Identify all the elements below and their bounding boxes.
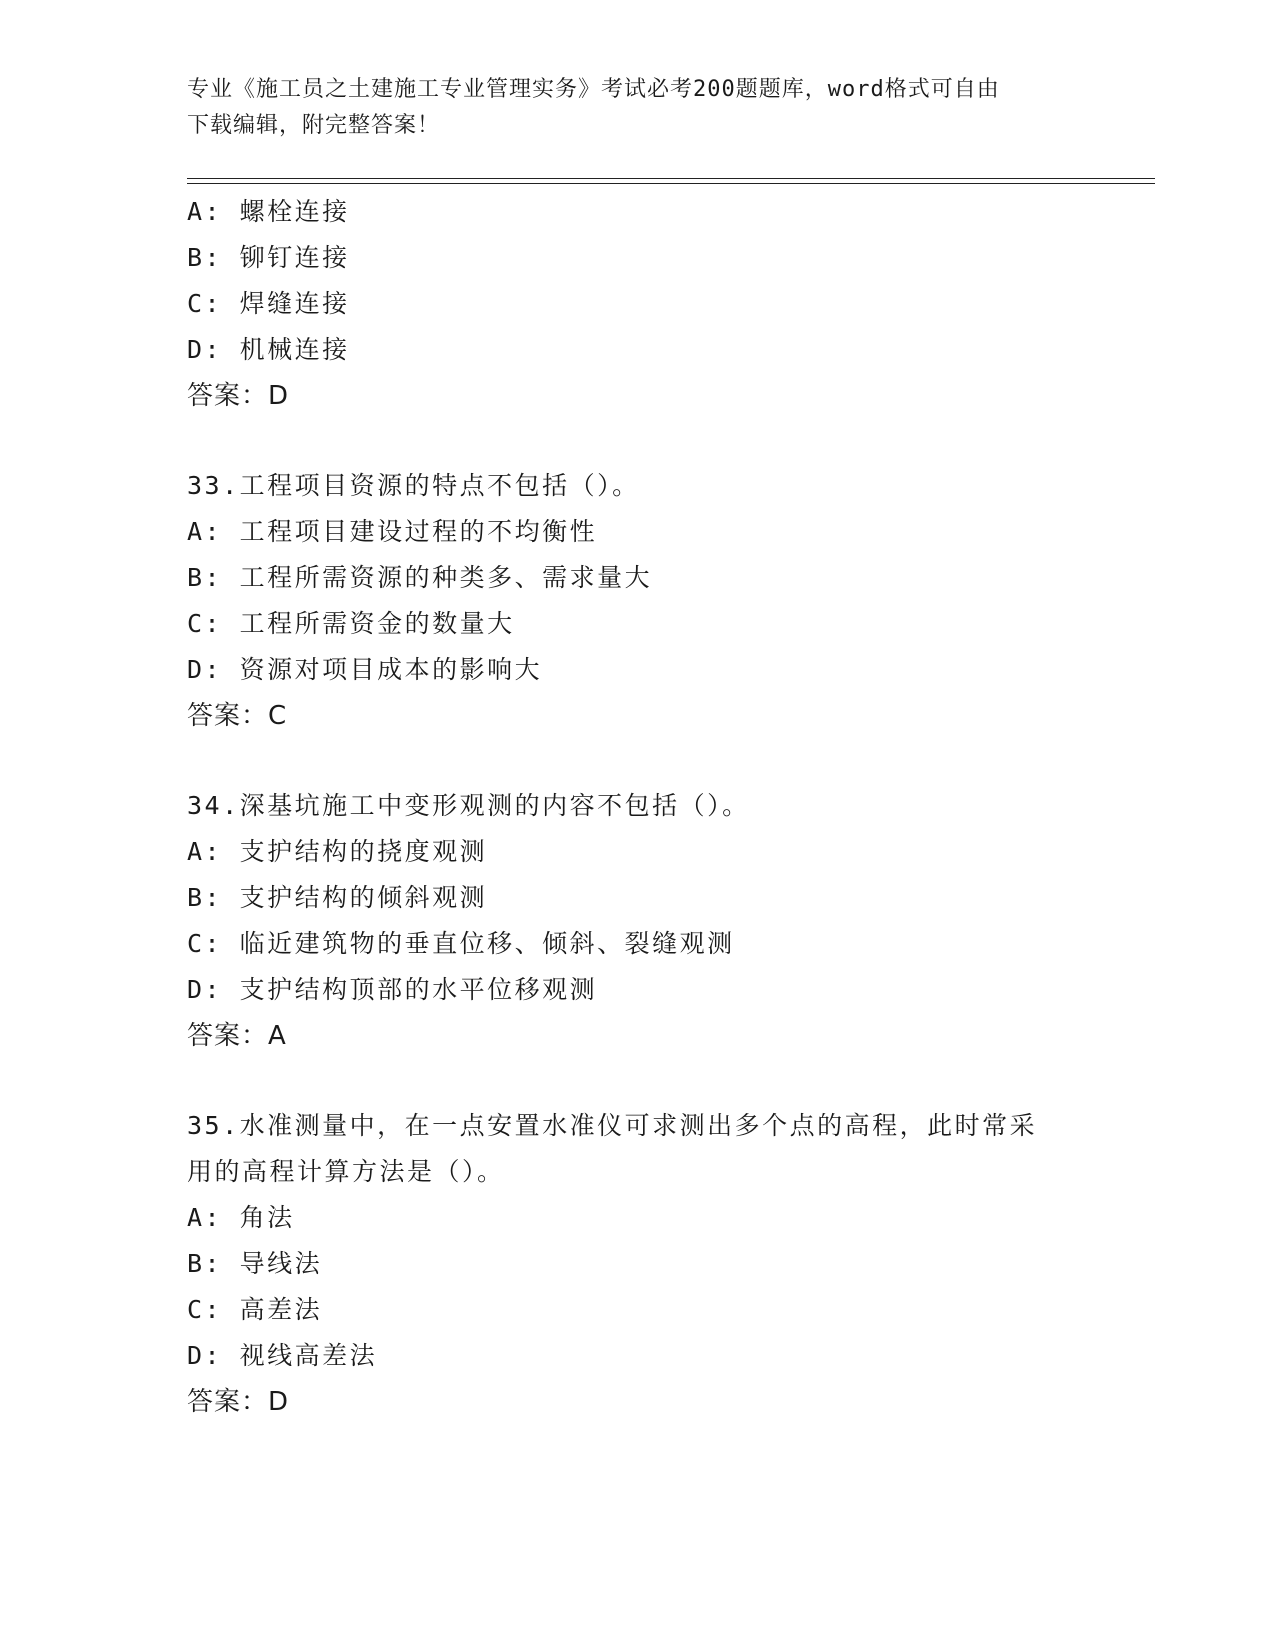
header-line-2: 下载编辑，附完整答案！: [187, 113, 441, 138]
option-a: A: 螺栓连接: [187, 197, 350, 226]
option-c: C: 高差法: [187, 1295, 323, 1324]
document-header: [187, 72, 1077, 144]
option-c: C: 工程所需资金的数量大: [187, 609, 515, 638]
question-block-35: [187, 1103, 1147, 1425]
option-c: C: 临近建筑物的垂直位移、倾斜、裂缝观测: [187, 929, 735, 958]
question-stem-line-2: 用的高程计算方法是（）。: [187, 1157, 505, 1186]
option-c: C: 焊缝连接: [187, 289, 350, 318]
question-stem-line-1: 35.水准测量中，在一点安置水准仪可求测出多个点的高程，此时常采: [187, 1111, 1038, 1140]
option-b: B: 工程所需资源的种类多、需求量大: [187, 563, 653, 592]
header-divider-bottom: [187, 183, 1155, 184]
spacer: [187, 1059, 1147, 1103]
header-line-1: 专业《施工员之土建施工专业管理实务》考试必考200题题库，word格式可自由: [187, 77, 1000, 102]
answer: 答案：D: [187, 381, 290, 411]
question-block-33: [187, 463, 1147, 739]
header-divider-top: [187, 178, 1155, 179]
option-d: D: 资源对项目成本的影响大: [187, 655, 543, 684]
option-d: D: 支护结构顶部的水平位移观测: [187, 975, 598, 1004]
answer: 答案：A: [187, 1021, 287, 1051]
option-a: A: 角法: [187, 1203, 295, 1232]
option-b: B: 支护结构的倾斜观测: [187, 883, 488, 912]
question-block-prev: [187, 189, 1147, 419]
question-block-34: [187, 783, 1147, 1059]
question-stem: 34.深基坑施工中变形观测的内容不包括（）。: [187, 791, 750, 820]
answer: 答案：C: [187, 701, 288, 731]
option-d: D: 视线高差法: [187, 1341, 378, 1370]
option-b: B: 铆钉连接: [187, 243, 350, 272]
spacer: [187, 739, 1147, 783]
question-stem: 33.工程项目资源的特点不包括（）。: [187, 471, 640, 500]
option-d: D: 机械连接: [187, 335, 350, 364]
option-a: A: 支护结构的挠度观测: [187, 837, 488, 866]
answer: 答案：D: [187, 1387, 290, 1417]
option-b: B: 导线法: [187, 1249, 323, 1278]
option-a: A: 工程项目建设过程的不均衡性: [187, 517, 598, 546]
document-body: [187, 189, 1147, 1425]
spacer: [187, 419, 1147, 463]
